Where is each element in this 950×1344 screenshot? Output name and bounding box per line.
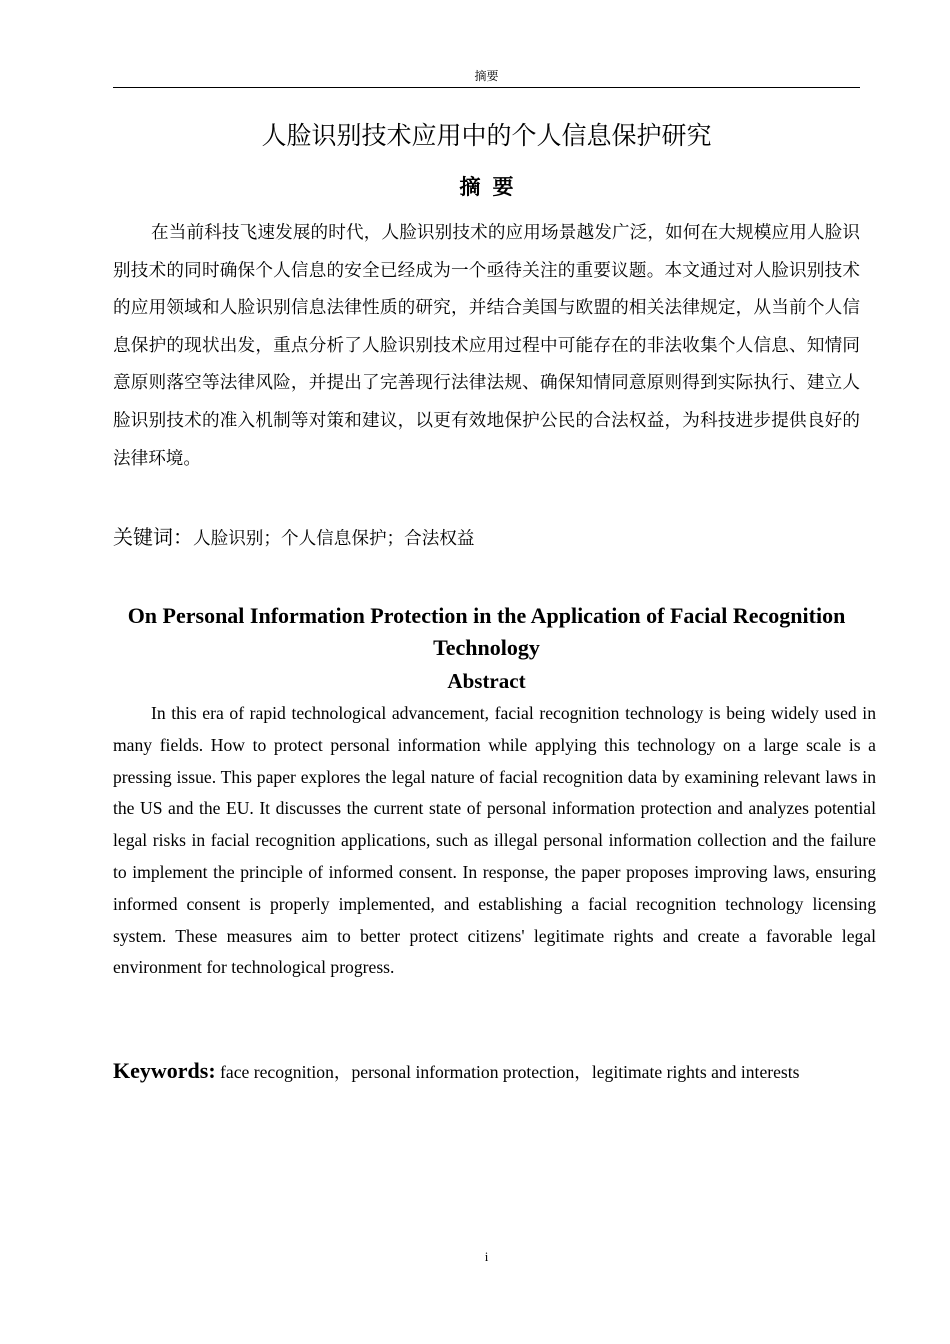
chinese-keywords-text: 人脸识别；个人信息保护；合法权益 bbox=[193, 529, 475, 549]
english-title: On Personal Information Protection in the Application of Facial Recognition Technology bbox=[127, 603, 846, 660]
running-header: 摘要 bbox=[474, 69, 499, 83]
chinese-abstract-heading: 摘要 bbox=[459, 175, 526, 199]
english-keywords-text: face recognition，personal information protection，legitimate rights and interests bbox=[215, 1062, 800, 1082]
english-keywords-label: Keywords: bbox=[113, 1058, 216, 1083]
english-abstract-body: In this era of rapid technological advancement, facial recognition technology is being widely used in many fields. How to protect personal information while applying this technology on a large scale is a pressing issue. This paper explores the legal nature of facial recognition data by examining relevant laws in the US and the EU. It discusses the current state of personal information protection and analyzes potential legal risks in facial recognition applications, such as illegal personal information collection and the failure to implement the principle of informed consent. In response, the paper proposes improving laws, ensuring informed consent is properly implemented, and establishing a facial recognition technology licensing system. These measures aim to better protect citizens' legitimate rights and create a favorable legal environment for technological progress. bbox=[113, 703, 876, 978]
page-number: i bbox=[484, 1249, 489, 1264]
english-keywords bbox=[113, 1055, 893, 1088]
chinese-keywords-label: 关键词： bbox=[113, 525, 193, 549]
english-abstract-heading: Abstract bbox=[447, 669, 526, 693]
chinese-abstract-body: 在当前科技飞速发展的时代，人脸识别技术的应用场景越发广泛，如何在大规模应用人脸识别技术的同时确保个人信息的安全已经成为一个亟待关注的重要议题。本文通过对人脸识别技术的应用领域和人脸识别信息法律性质的研究，并结合美国与欧盟的相关法律规定，从当前个人信息保护的现状出发，重点分析了人脸识别技术应用过程中可能存在的非法收集个人信息、知情同意原则落空等法律风险，并提出了完善现行法律法规、确保知情同意原则得到实际执行、建立人脸识别技术的准入机制等对策和建议，以更有效地保护公民的合法权益，为科技进步提供良好的法律环境。 bbox=[113, 223, 860, 469]
header-divider bbox=[113, 87, 860, 88]
chinese-title: 人脸识别技术应用中的个人信息保护研究 bbox=[261, 121, 712, 150]
chinese-keywords bbox=[113, 522, 860, 554]
